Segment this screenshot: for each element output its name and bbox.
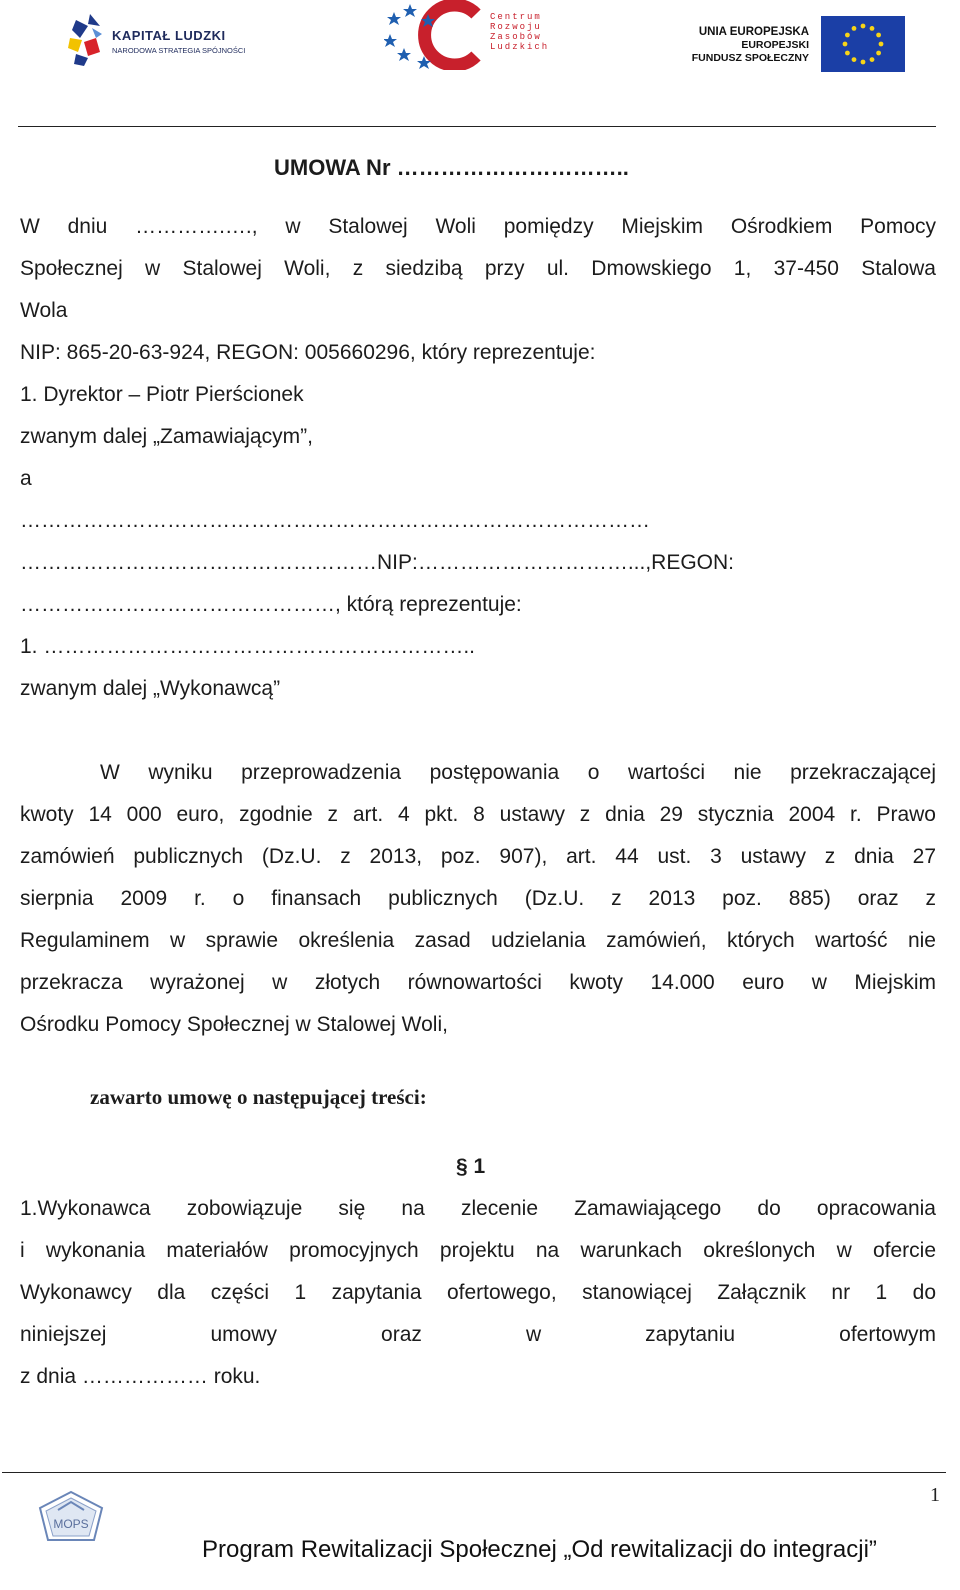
clause-line: z dnia ……………… roku. <box>20 1365 261 1388</box>
page-header <box>0 0 960 90</box>
eu-logo <box>690 16 905 74</box>
eu-text-line2: EUROPEJSKI <box>741 39 809 51</box>
crzl-emblem-icon <box>384 0 488 70</box>
preamble-line: Ośrodku Pomocy Społecznej w Stalowej Woli, <box>20 1013 448 1036</box>
crzl-line: Centrum <box>490 12 542 22</box>
party-blank-line: ……………………………………………………………………………… <box>20 509 650 532</box>
party-line: a <box>20 467 32 490</box>
footer-divider <box>2 1472 946 1473</box>
footer-program-text: Program Rewitalizacji Społecznej „Od rewitalizacji do integracji” <box>202 1536 877 1563</box>
party-line: Społecznej w Stalowej Woli, z siedzibą przy ul. Dmowskiego 1, 37-450 Stalowa <box>20 257 936 280</box>
party-blank-line: ……………………………………………NIP:…………………………...,REGON: <box>20 551 735 574</box>
eu-text-line3: FUNDUSZ SPOŁECZNY <box>691 52 809 64</box>
party-line: zwanym dalej „Wykonawcą” <box>20 677 281 700</box>
clause-line: i wykonania materiałów promocyjnych projektu na warunkach określonych w ofercie <box>20 1239 936 1262</box>
eu-flag-icon <box>821 16 905 72</box>
preamble-line: Regulaminem w sprawie określenia zasad udzielania zamówień, których wartość nie <box>20 929 936 952</box>
clause-line: Wykonawcy dla części 1 zapytania ofertowego, stanowiącej Załącznik nr 1 do <box>20 1281 936 1304</box>
clause-line: niniejszej umowy oraz w zapytaniu ofertowym <box>20 1323 936 1346</box>
clause-line: 1.Wykonawca zobowiązuje się na zlecenie Zamawiającego do opracowania <box>20 1197 936 1220</box>
page-number: 1 <box>930 1484 940 1506</box>
party-line: Wola <box>20 299 68 322</box>
crzl-line: Ludzkich <box>490 42 550 52</box>
party-line: W dniu ………….…., w Stalowej Woli pomiędzy Miejskim Ośrodkiem Pomocy <box>20 215 936 238</box>
crzl-line: Zasobów <box>490 32 542 42</box>
spacer <box>20 710 936 752</box>
eu-text <box>692 26 809 65</box>
party-blank-line: ………………………………………, którą reprezentuje: <box>20 593 522 616</box>
party-line: zwanym dalej „Zamawiającym”, <box>20 425 313 448</box>
crzl-name <box>490 12 549 52</box>
kapital-ludzki-logo <box>66 12 256 68</box>
kapital-ludzki-subtitle: NARODOWA STRATEGIA SPÓJNOŚCI <box>112 46 246 55</box>
crzl-logo <box>384 0 560 70</box>
preamble-line: kwoty 14 000 euro, zgodnie z art. 4 pkt. 8 ustawy z dnia 29 stycznia 2004 r. Prawo <box>20 803 936 826</box>
contract-intro: zawarto umowę o następującej treści: <box>90 1085 427 1109</box>
party-blank-line: 1. …………………………………………………….. <box>20 635 476 658</box>
crzl-line: Rozwoju <box>490 22 542 32</box>
section-mark: § 1 <box>456 1155 486 1178</box>
party-line: NIP: 865-20-63-924, REGON: 005660296, który reprezentuje: <box>20 341 596 364</box>
contract-title: UMOWA Nr ………………………….. <box>274 155 629 180</box>
header-divider <box>18 126 936 127</box>
kapital-ludzki-star-icon <box>66 12 104 68</box>
eu-text-line1: UNIA EUROPEJSKA <box>698 26 809 38</box>
preamble-line: zamówień publicznych (Dz.U. z 2013, poz. 907), art. 44 ust. 3 ustawy z dnia 27 <box>20 845 936 868</box>
mops-logo-icon <box>38 1490 104 1544</box>
preamble-line: przekracza wyrażonej w złotych równowartości kwoty 14.000 euro w Miejskim <box>20 971 936 994</box>
party-line: 1. Dyrektor – Piotr Pierścionek <box>20 383 304 406</box>
preamble-line: sierpnia 2009 r. o finansach publicznych (Dz.U. z 2013 poz. 885) oraz z <box>20 887 936 910</box>
kapital-ludzki-title: KAPITAŁ LUDZKI <box>112 28 226 43</box>
contract-body <box>20 146 936 1398</box>
preamble-line: W wyniku przeprowadzenia postępowania o wartości nie przekraczającej <box>100 761 936 784</box>
mops-label: MOPS <box>53 1517 89 1531</box>
